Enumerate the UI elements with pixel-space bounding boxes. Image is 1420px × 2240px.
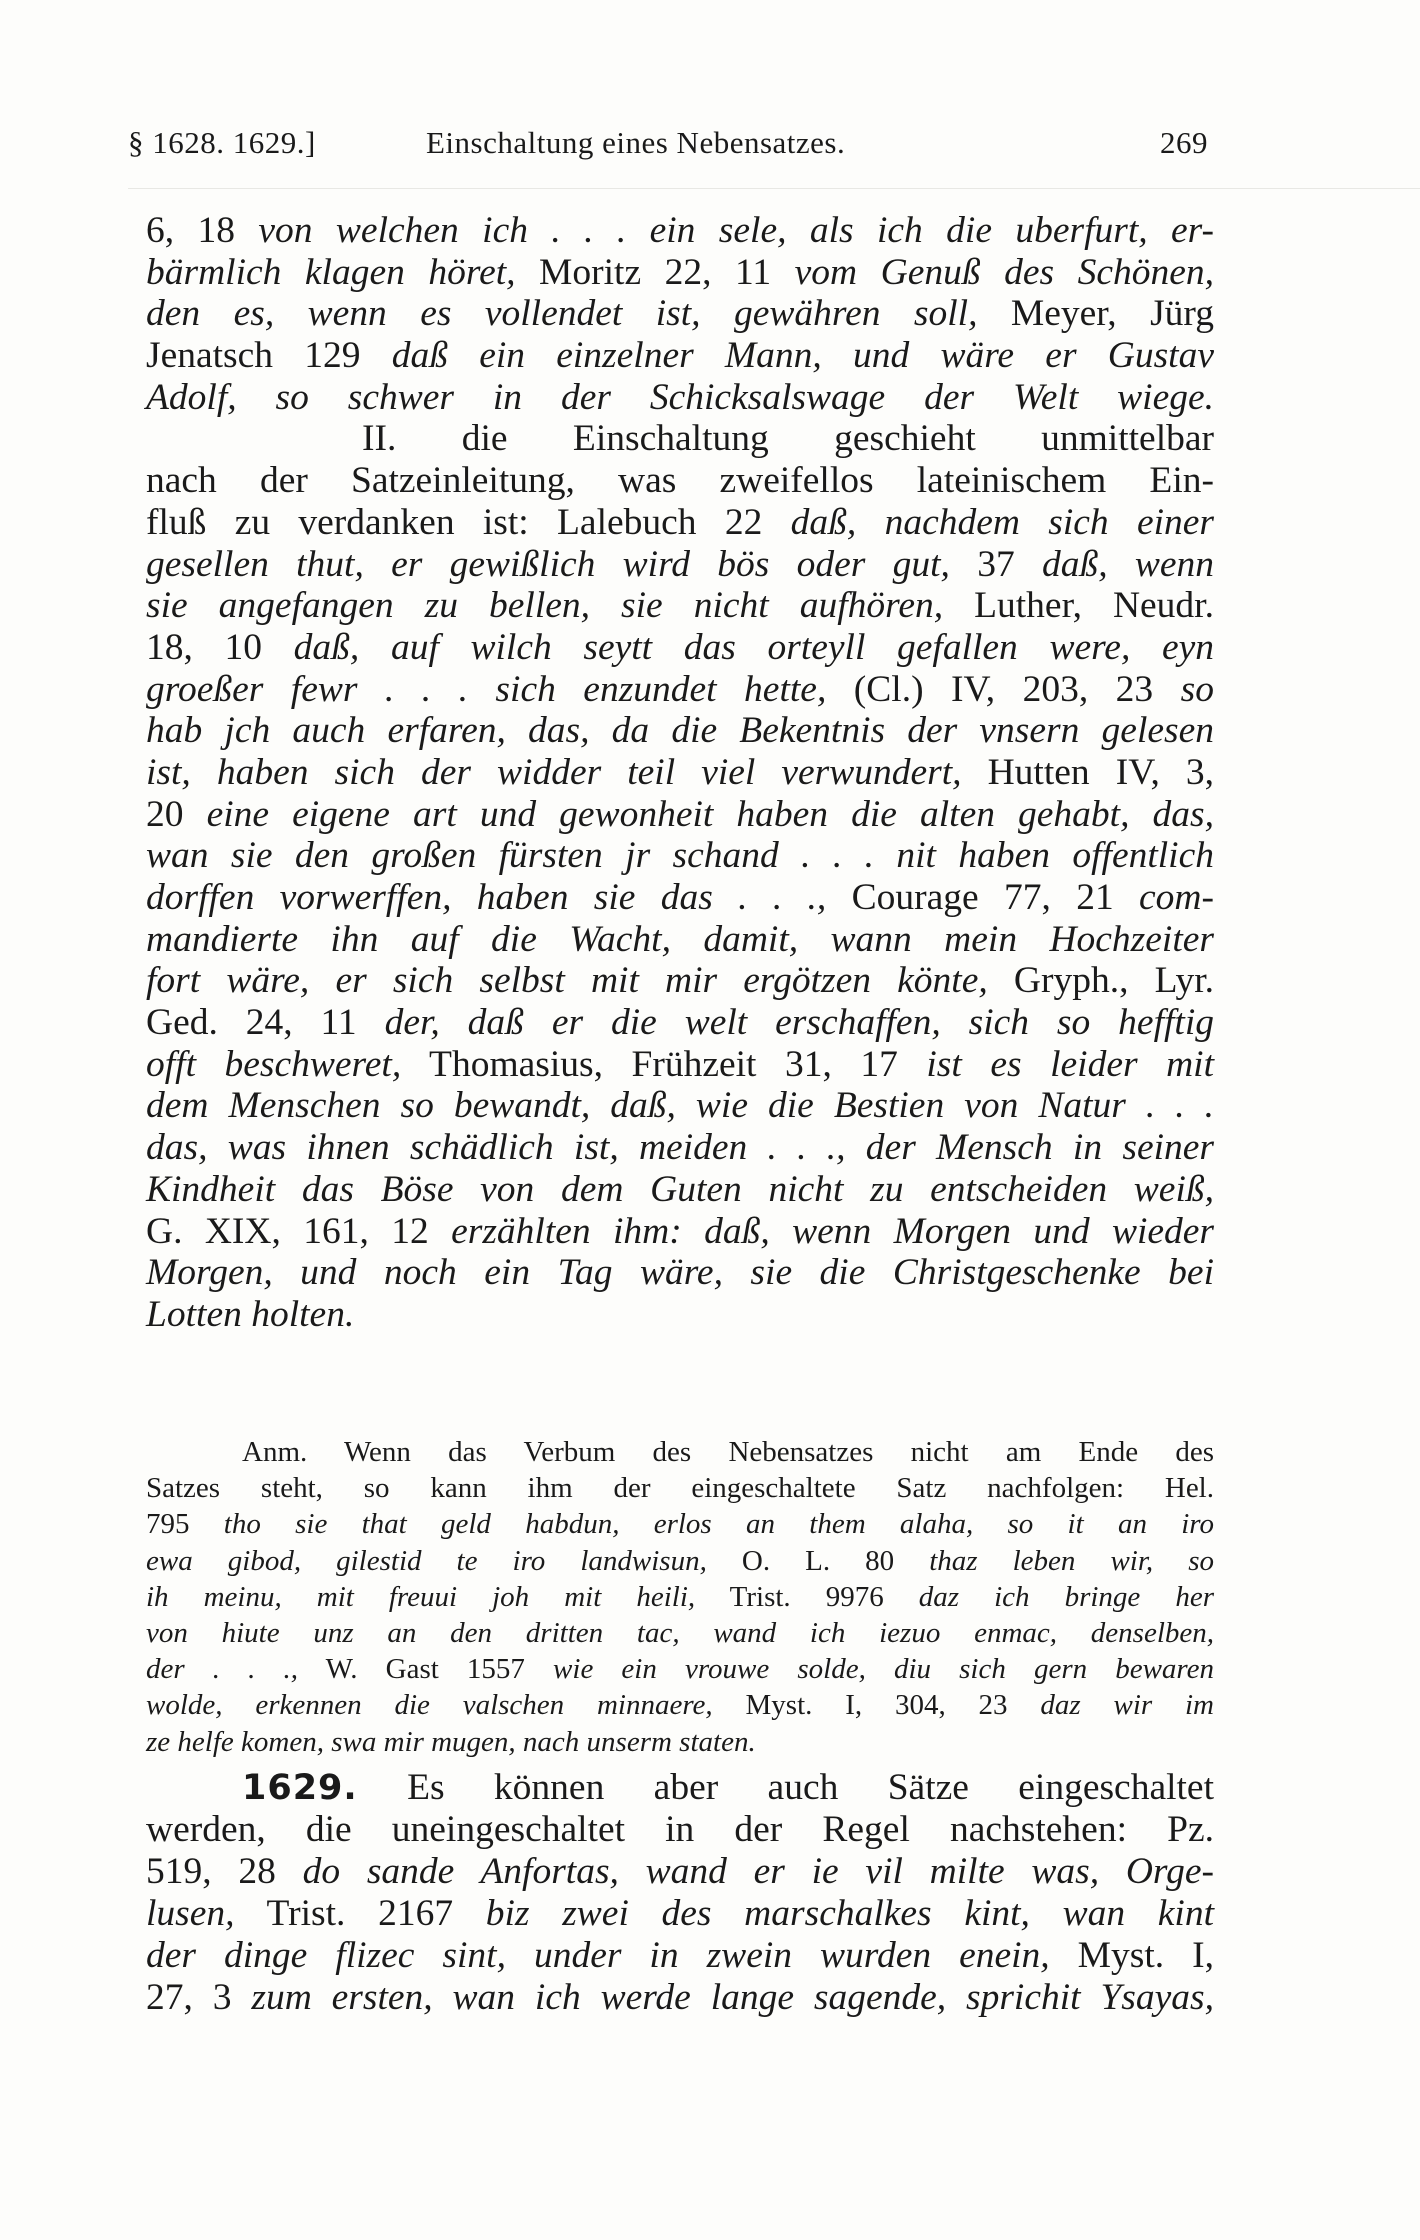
running-header	[128, 125, 1208, 175]
note-line: Anm. Wenn das Verbum des Nebensatzes nicht am Ende des	[242, 1436, 1214, 1468]
text-line: Kindheit das Böse von dem Guten nicht zu entscheiden weiß,	[146, 1168, 1214, 1210]
text-line: 519, 28 do sande Anfortas, wand er ie vil milte was, Orge-	[146, 1851, 1214, 1892]
header-title: Einschaltung eines Nebensatzes.	[426, 125, 846, 160]
note-line: ewa gibod, gilestid te iro landwisun, O. L. 80 thaz leben wir, so	[146, 1544, 1214, 1577]
text-line: dem Menschen so bewandt, daß, wie die Bestien von Natur . . .	[146, 1085, 1214, 1127]
note-line: ih meinu, mit freuui joh mit heili, Trist. 9976 daz ich bringe her	[146, 1580, 1214, 1613]
text-line: Jenatsch 129 daß ein einzelner Mann, und wäre er Gustav	[146, 335, 1214, 377]
text-line: werden, die uneingeschaltet in der Regel nachstehen: Pz.	[146, 1809, 1214, 1850]
note-line: ze helfe komen, swa mir mugen, nach unserm staten.	[146, 1725, 756, 1758]
text-line: mandierte ihn auf die Wacht, damit, wann mein Hochzeiter	[146, 918, 1214, 960]
note-line: 795 tho sie that geld habdun, erlos an them alaha, so it an iro	[146, 1508, 1214, 1541]
annotation-note	[146, 1434, 1214, 1760]
main-text	[146, 210, 1214, 1336]
text-line: Adolf, so schwer in der Schicksalswage der Welt wiege.	[146, 376, 1214, 418]
text-line: groeßer fewr . . . sich enzundet hette, (Cl.) IV, 203, 23 so	[146, 668, 1214, 710]
text-line: II. die Einschaltung geschieht unmittelbar	[362, 418, 1214, 460]
text-line: G. XIX, 161, 12 erzählten ihm: daß, wenn Morgen und wieder	[146, 1210, 1215, 1252]
page-number: 269	[1160, 125, 1208, 160]
text-line: 1629. Es können aber auch Sätze eingeschaltet	[242, 1767, 1214, 1808]
note-line: der . . ., W. Gast 1557 wie ein vrouwe solde, diu sich gern bewaren	[146, 1653, 1215, 1686]
text-line: offt beschweret, Thomasius, Frühzeit 31, 17 ist es leider mit	[146, 1043, 1214, 1085]
note-line: von hiute unz an den dritten tac, wand ich iezuo enmac, denselben,	[146, 1616, 1214, 1649]
text-line: 27, 3 zum ersten, wan ich werde lange sagende, sprichit Ysayas,	[146, 1977, 1215, 2018]
text-line: fluß zu verdanken ist: Lalebuch 22 daß, nachdem sich einer	[146, 501, 1214, 543]
text-line: Lotten holten.	[146, 1293, 355, 1335]
text-line: ist, haben sich der widder teil viel verwundert, Hutten IV, 3,	[146, 751, 1214, 793]
section-reference: § 1628. 1629.]	[128, 125, 316, 160]
text-line: 18, 10 daß, auf wilch seytt das orteyll gefallen were, eyn	[146, 626, 1215, 668]
text-line: der dinge flizec sint, under in zwein wurden enein, Myst. I,	[146, 1935, 1215, 1976]
text-line: bärmlich klagen höret, Moritz 22, 11 vom Genuß des Schönen,	[146, 251, 1215, 293]
note-line: wolde, erkennen die valschen minnaere, Myst. I, 304, 23 daz wir im	[146, 1689, 1214, 1722]
text-line: sie angefangen zu bellen, sie nicht aufhören, Luther, Neudr.	[146, 585, 1214, 627]
text-line: fort wäre, er sich selbst mit mir ergötzen könte, Gryph., Lyr.	[146, 960, 1214, 1002]
section-1629	[146, 1767, 1214, 2019]
header-rule	[128, 188, 1420, 189]
section-number: 1629.	[242, 1768, 358, 1808]
text-line: Morgen, und noch ein Tag wäre, sie die Christgeschenke bei	[146, 1252, 1214, 1294]
text-line: dorffen vorwerffen, haben sie das . . ., Courage 77, 21 com-	[146, 877, 1214, 918]
text-line: 6, 18 von welchen ich . . . ein sele, als ich die uberfurt, er-	[146, 210, 1215, 251]
text-line: wan sie den großen fürsten jr schand . . . nit haben offentlich	[146, 835, 1214, 877]
text-line: 20 eine eigene art und gewonheit haben die alten gehabt, das,	[146, 793, 1215, 835]
text-line: Ged. 24, 11 der, daß er die welt erschaffen, sich so hefftig	[146, 1002, 1214, 1044]
text-line: gesellen thut, er gewißlich wird bös oder gut, 37 daß, wenn	[146, 543, 1214, 585]
text-line: den es, wenn es vollendet ist, gewähren soll, Meyer, Jürg	[146, 293, 1214, 335]
text-line: das, was ihnen schädlich ist, meiden . . ., der Mensch in seiner	[146, 1127, 1214, 1169]
text-line: lusen, Trist. 2167 biz zwei des marschalkes kint, wan kint	[146, 1893, 1214, 1934]
text-line: nach der Satzeinleitung, was zweifellos lateinischem Ein-	[146, 460, 1214, 502]
note-line: Satzes steht, so kann ihm der eingeschaltete Satz nachfolgen: Hel.	[146, 1472, 1214, 1505]
text-line: hab jch auch erfaren, das, da die Bekentnis der vnsern gelesen	[146, 710, 1214, 752]
